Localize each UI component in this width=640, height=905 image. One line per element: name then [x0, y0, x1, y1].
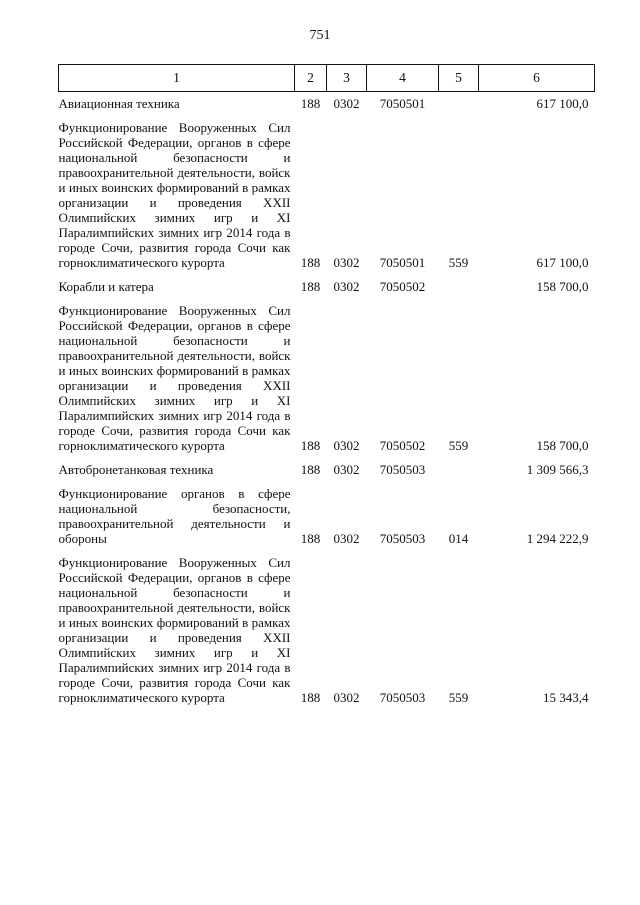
row-section-code: 0302	[333, 462, 360, 477]
page-number: 751	[309, 28, 331, 43]
row-section-code: 0302	[333, 279, 360, 294]
row-amount: 15 343,4	[543, 690, 589, 705]
row-ministry-code: 188	[300, 96, 321, 111]
row-target-code: 7050501	[379, 96, 426, 111]
row-target-code: 7050502	[379, 279, 426, 294]
column-header-2: 2	[295, 65, 327, 92]
column-header-6: 6	[479, 65, 595, 92]
table-row	[59, 546, 595, 705]
row-target-code: 7050503	[379, 531, 426, 546]
column-header-3: 3	[327, 65, 367, 92]
row-amount: 617 100,0	[536, 255, 589, 270]
row-expense-code: 559	[448, 438, 469, 453]
row-target-code: 7050503	[379, 690, 426, 705]
row-section-code: 0302	[333, 255, 360, 270]
row-ministry-code: 188	[300, 255, 321, 270]
row-ministry-code: 188	[300, 531, 321, 546]
row-target-code: 7050501	[379, 255, 426, 270]
row-section-code: 0302	[333, 438, 360, 453]
table-row	[59, 294, 595, 453]
row-name: Функционирование органов в сфере национальной безопасности, правоохранительной деятельности и обороны	[58, 486, 291, 546]
row-ministry-code: 188	[300, 690, 321, 705]
row-name: Функционирование Вооруженных Сил Российской Федерации, органов в сфере национальной безопасности и правоохранительной деятельности, войск и иных воинских формирований в рамках организации и проведения XXII Олимпийских зимних игр и XI Паралимпийских зимних игр 2014 года в городе Сочи, развития города Сочи как горноклиматического курорта	[58, 120, 291, 270]
row-target-code: 7050503	[379, 462, 426, 477]
row-amount: 1 309 566,3	[526, 462, 589, 477]
row-target-code: 7050502	[379, 438, 426, 453]
table-row	[59, 270, 595, 294]
row-amount: 617 100,0	[536, 96, 589, 111]
table-header-row	[59, 65, 595, 92]
row-name: Автобронетанковая техника	[58, 462, 214, 477]
row-expense-code: 559	[448, 690, 469, 705]
column-header-4: 4	[367, 65, 439, 92]
row-amount: 158 700,0	[536, 438, 589, 453]
row-expense-code: 559	[448, 255, 469, 270]
column-header-1: 1	[59, 65, 295, 92]
row-amount: 1 294 222,9	[526, 531, 589, 546]
column-header-5: 5	[439, 65, 479, 92]
row-ministry-code: 188	[300, 438, 321, 453]
row-ministry-code: 188	[300, 462, 321, 477]
row-name: Функционирование Вооруженных Сил Российской Федерации, органов в сфере национальной безопасности и правоохранительной деятельности, войск и иных воинских формирований в рамках организации и проведения XXII Олимпийских зимних игр и XI Паралимпийских зимних игр 2014 года в городе Сочи, развития города Сочи как горноклиматического курорта	[58, 555, 291, 705]
table-row	[59, 92, 595, 112]
row-section-code: 0302	[333, 531, 360, 546]
table-row	[59, 111, 595, 270]
table-row	[59, 453, 595, 477]
budget-table	[58, 64, 595, 705]
row-expense-code	[439, 92, 479, 112]
row-expense-code: 014	[448, 531, 469, 546]
row-ministry-code: 188	[300, 279, 321, 294]
row-name: Корабли и катера	[58, 279, 154, 294]
row-name: Авиационная техника	[58, 96, 180, 111]
row-amount: 158 700,0	[536, 279, 589, 294]
row-section-code: 0302	[333, 690, 360, 705]
table-row	[59, 477, 595, 546]
row-expense-code	[439, 270, 479, 294]
row-expense-code	[439, 453, 479, 477]
row-section-code: 0302	[333, 96, 360, 111]
row-name: Функционирование Вооруженных Сил Российской Федерации, органов в сфере национальной безопасности и правоохранительной деятельности, войск и иных воинских формирований в рамках организации и проведения XXII Олимпийских зимних игр и XI Паралимпийских зимних игр 2014 года в городе Сочи, развития города Сочи как горноклиматического курорта	[58, 303, 291, 453]
